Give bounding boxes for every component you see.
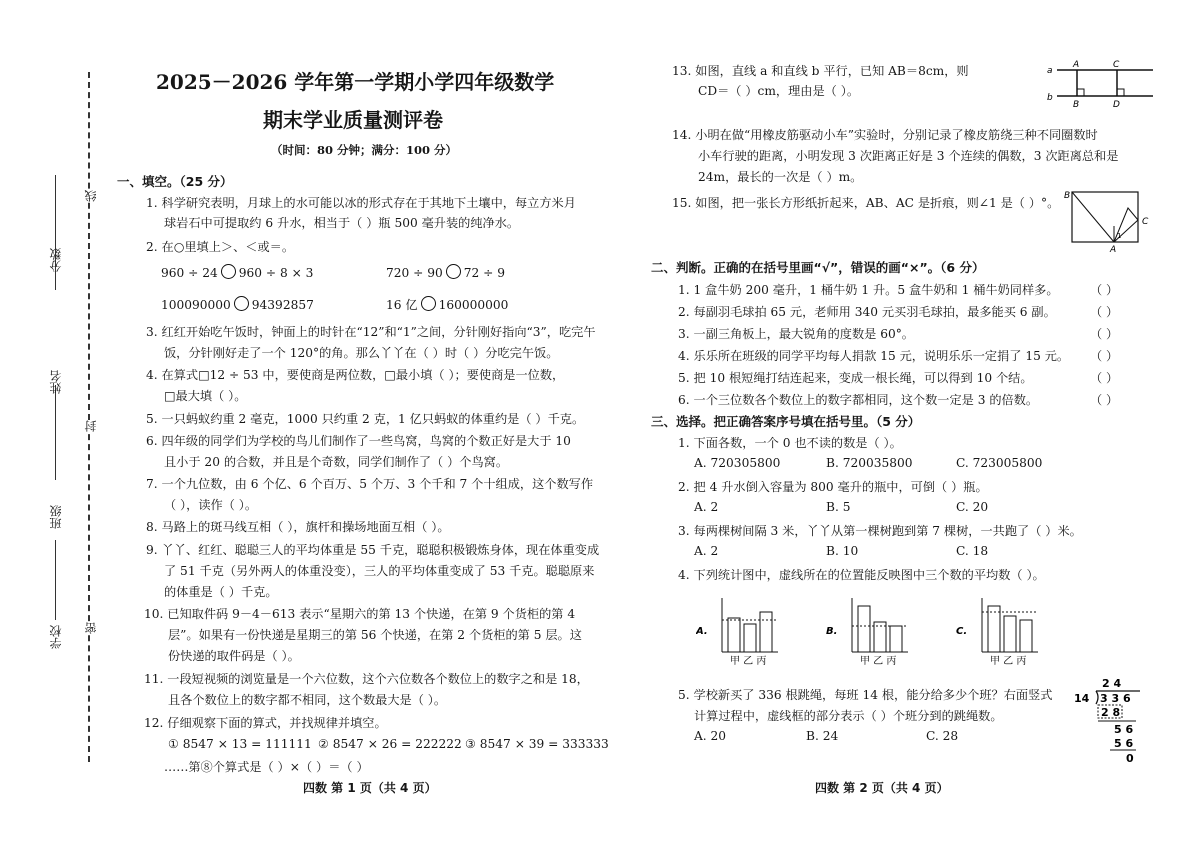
judge-4: 4. 乐乐所在班级的同学平均每人捐款 15 元，说明乐乐一定捐了 15 元。: [678, 349, 1070, 363]
label-C: C: [1113, 60, 1120, 70]
expr: 720 ÷ 90: [386, 266, 443, 280]
choice-5-c: C. 28: [926, 729, 959, 743]
compare-circle[interactable]: [421, 296, 436, 311]
bar-bing: [1020, 620, 1032, 652]
choice-2-c: C. 20: [956, 500, 989, 514]
choice-5-a: A. 20: [694, 729, 727, 743]
q2-row2b: [386, 296, 508, 313]
choice-5-line2: 计算过程中，虚线框的部分表示（ ）个班分到的跳绳数。: [694, 709, 1003, 723]
bar-jia: [728, 618, 740, 652]
page2-footer: 四数 第 2 页（共 4 页）: [815, 781, 949, 795]
expr: 100090000: [161, 298, 231, 312]
bar-jia: [858, 606, 870, 652]
expr: 960 ÷ 8 × 3: [238, 266, 314, 280]
q12-blank: ……第⑧个算式是（ ）×（ ）＝（ ）: [164, 760, 369, 774]
q2-text: 2. 在○里填上＞、＜或＝。: [146, 240, 295, 254]
choice-1: 1. 下面各数，一个 0 也不读的数是（ ）。: [678, 436, 902, 450]
q11-line2: 且各个数位上的数字都不相同，这个数最大是（ ）。: [168, 693, 447, 707]
judge-answer-6[interactable]: （ ）: [1090, 393, 1119, 407]
expr: 94392857: [251, 298, 314, 312]
dividend: 3 3 6: [1100, 692, 1131, 705]
right-angle-mark: [1117, 89, 1124, 96]
remainder-2: 0: [1126, 752, 1134, 765]
judge-answer-3[interactable]: （ ）: [1090, 327, 1119, 341]
expr: 160000000: [438, 298, 509, 312]
q15-text: 15. 如图，把一张长方形纸折起来，AB、AC 是折痕，则∠1 是（ ）°。: [672, 196, 1060, 210]
q11-line1: 11. 一段短视频的浏览量是一个六位数，这个六位数各个数位上的数字之和是 18，: [144, 672, 589, 686]
choice-5-b: B. 24: [806, 729, 839, 743]
secret-char: 密: [84, 622, 98, 634]
choice-5-line1: 5. 学校新买了 336 根跳绳，每班 14 根，能分给多少个班？右面竖式: [678, 688, 1053, 702]
bar-bing: [760, 612, 772, 652]
school-label: 学校: [49, 625, 63, 649]
crease-ab: [1072, 192, 1114, 242]
q10-line3: 份快递的取件码是（ ）。: [168, 649, 300, 663]
label-B: B: [1073, 100, 1080, 108]
seal-char: 封: [84, 420, 98, 432]
binding-line: [88, 72, 90, 762]
chart-c: [956, 592, 1048, 670]
q9-line3: 的体重是（ ）千克。: [164, 585, 278, 599]
q2-row2a: [161, 296, 314, 312]
q13-line1: 13. 如图，直线 a 和直线 b 平行，已知 AB＝8cm，则: [672, 64, 969, 78]
page1-footer: 四数 第 1 页（共 4 页）: [303, 781, 437, 795]
judge-answer-4[interactable]: （ ）: [1090, 349, 1119, 363]
q7-line2: （ ），读作（ ）。: [164, 498, 258, 512]
q12-text: 12. 仔细观察下面的算式，并找规律并填空。: [144, 716, 387, 730]
q6-line2: 且小于 20 的合数，并且是个奇数，同学们制作了（ ）个鸟窝。: [164, 455, 509, 469]
label-A: A: [1073, 60, 1080, 70]
choice-3-c: C. 18: [956, 544, 989, 558]
folded-paper-figure: [1062, 186, 1152, 254]
name-line: [55, 385, 56, 480]
angle-1: 1: [1117, 232, 1122, 240]
chart-c-label: C.: [956, 626, 968, 637]
quotient: 2 4: [1102, 677, 1122, 690]
class-label: 班级: [49, 505, 63, 529]
paper-rect: [1072, 192, 1138, 242]
divisor: 14: [1074, 692, 1090, 705]
judge-6: 6. 一个三位数各个数位上的数字都相同，这个数一定是 3 的倍数。: [678, 393, 1039, 407]
q1-line1: 1. 科学研究表明，月球上的水可能以冰的形式存在于其地下土壤中，每立方米月: [146, 196, 576, 210]
q10-line1: 10. 已知取件码 9－4－613 表示“星期六的第 13 个快递，在第 9 个货柜的第 4: [144, 607, 576, 621]
choice-3: 3. 每两棵树间隔 3 米，丫丫从第一棵树跑到第 7 棵树，一共跑了（ ）米。: [678, 524, 1082, 538]
label-B: B: [1064, 191, 1071, 201]
choice-2: 2. 把 4 升水倒入容量为 800 毫升的瓶中，可倒（ ）瓶。: [678, 480, 988, 494]
x-labels: 甲 乙 丙: [730, 656, 767, 667]
bar-bing: [890, 626, 902, 652]
label-C: C: [1142, 217, 1149, 227]
expr: 16 亿: [386, 298, 418, 312]
q5-text: 5. 一只蚂蚁约重 2 毫克，1000 只约重 2 克，1 亿只蚂蚁的体重约是（ ）千克。: [146, 412, 585, 426]
q14-line3: 24m，最长的一次是（ ）m。: [698, 170, 863, 184]
bar-jia: [988, 606, 1000, 652]
q1-line2: 球岩石中可提取约 6 升水，相当于（ ）瓶 500 毫升装的纯净水。: [164, 216, 520, 230]
exam-subtitle: 期末学业质量测评卷: [263, 108, 443, 132]
parallel-lines-figure: [1045, 58, 1155, 108]
bar-yi: [744, 624, 756, 652]
chart-b: [826, 592, 918, 670]
long-division: [1070, 674, 1152, 770]
chart-b-label: B.: [826, 626, 838, 637]
name-label: 姓名: [49, 370, 63, 394]
judge-answer-5[interactable]: （ ）: [1090, 371, 1119, 385]
chart-a-label: A.: [696, 626, 708, 637]
q3-line1: 3. 红红开始吃午饭时，钟面上的时针在“12”和“1”之间，分针刚好指向“3”，吃完午: [146, 325, 596, 339]
judge-2: 2. 每副羽毛球拍 65 元，老师用 340 元买羽毛球拍，最多能买 6 副。: [678, 305, 1056, 319]
q4-line1: 4. 在算式□12 ÷ 53 中，要使商是两位数，□最小填（ ）；要使商是一位数，: [146, 368, 565, 382]
class-line: [55, 540, 56, 620]
expr: 72 ÷ 9: [463, 266, 505, 280]
division-bracket: [1096, 691, 1098, 704]
q13-line2: CD＝（ ）cm，理由是（ ）。: [698, 84, 860, 98]
section-choice: 三、选择。把正确答案序号填在括号里。（5 分）: [651, 414, 921, 429]
score-label: 分数: [49, 248, 63, 272]
chart-a: [696, 592, 788, 670]
x-labels: 甲 乙 丙: [860, 656, 897, 667]
exam-time: （时间：80 分钟；满分：100 分）: [271, 143, 458, 157]
compare-circle[interactable]: [234, 296, 249, 311]
q7-line1: 7. 一个九位数，由 6 个亿、6 个百万、5 个万、3 个千和 7 个十组成，这个数写作: [146, 477, 594, 491]
compare-circle[interactable]: [221, 264, 236, 279]
q10-line2: 层”。如果有一份快递是星期三的第 56 个快递，在第 2 个货柜的第 5 层。这: [168, 628, 582, 642]
label-b: b: [1047, 93, 1053, 103]
choice-4: 4. 下列统计图中，虚线所在的位置能反映图中三个数的平均数（ ）。: [678, 568, 1045, 582]
q14-line1: 14. 小明在做“用橡皮筋驱动小车”实验时，分别记录了橡皮筋绕三种不同圈数时: [672, 128, 1098, 142]
section-judge: 二、判断。正确的在括号里画“√”，错误的画“×”。（6 分）: [651, 260, 985, 275]
q12-eq3: ③ 8547 × 39 = 333333: [465, 737, 609, 751]
q6-line1: 6. 四年级的同学们为学校的鸟儿们制作了一些鸟窝，鸟窝的个数正好是大于 10: [146, 434, 571, 448]
x-labels: 甲 乙 丙: [990, 656, 1027, 667]
label-a: a: [1047, 66, 1053, 76]
label-A: A: [1110, 245, 1117, 254]
q12-eq2: ② 8547 × 26 = 222222: [318, 737, 462, 751]
right-angle-mark: [1077, 89, 1084, 96]
q9-line1: 9. 丫丫、红红、聪聪三人的平均体重是 55 千克，聪聪积极锻炼身体，现在体重变成: [146, 543, 600, 557]
judge-answer-2[interactable]: （ ）: [1090, 305, 1119, 319]
q2-row1b: [386, 264, 505, 280]
q8-text: 8. 马路上的斑马线互相（ ），旗杆和操场地面互相（ ）。: [146, 520, 450, 534]
choice-3-b: B. 10: [826, 544, 859, 558]
score-line: [55, 175, 56, 290]
choice-3-a: A. 2: [694, 544, 719, 558]
section-fill-blank: 一、填空。（25 分）: [117, 174, 233, 189]
compare-circle[interactable]: [446, 264, 461, 279]
choice-1-c: C. 723005800: [956, 456, 1043, 470]
expr: 960 ÷ 24: [161, 266, 218, 280]
q14-line2: 小车行驶的距离，小明发现 3 次距离正好是 3 个连续的偶数，3 次距离总和是: [698, 149, 1119, 163]
exam-title: 2025－2026 学年第一学期小学四年级数学: [156, 70, 555, 94]
q2-row1a: [161, 264, 313, 280]
judge-5: 5. 把 10 根短绳打结连起来，变成一根长绳，可以得到 10 个结。: [678, 371, 1033, 385]
partial-product: 2 8: [1101, 706, 1121, 719]
bar-yi: [1004, 616, 1016, 652]
judge-3: 3. 一副三角板上，最大锐角的度数是 60°。: [678, 327, 914, 341]
q4-line2: □最大填（ ）。: [164, 389, 247, 403]
choice-2-a: A. 2: [694, 500, 719, 514]
q12-eq1: ① 8547 × 13 = 111111: [168, 737, 312, 751]
line-char: 线: [84, 190, 98, 202]
choice-1-b: B. 720035800: [826, 456, 913, 470]
q9-line2: 了 51 千克（另外两人的体重没变），三人的平均体重变成了 53 千克。聪聪原来: [164, 564, 595, 578]
choice-1-a: A. 720305800: [694, 456, 781, 470]
choice-2-b: B. 5: [826, 500, 851, 514]
judge-answer-1[interactable]: （ ）: [1090, 283, 1119, 297]
remainder-1: 5 6: [1114, 723, 1134, 736]
q3-line2: 饭，分针刚好走了一个 120°的角。那么丫丫在（ ）时（ ）分吃完午饭。: [164, 346, 559, 360]
label-D: D: [1113, 100, 1120, 108]
judge-1: 1. 1 盒牛奶 200 毫升，1 桶牛奶 1 升。5 盒牛奶和 1 桶牛奶同样多。: [678, 283, 1059, 297]
partial-product-2: 5 6: [1114, 737, 1134, 750]
